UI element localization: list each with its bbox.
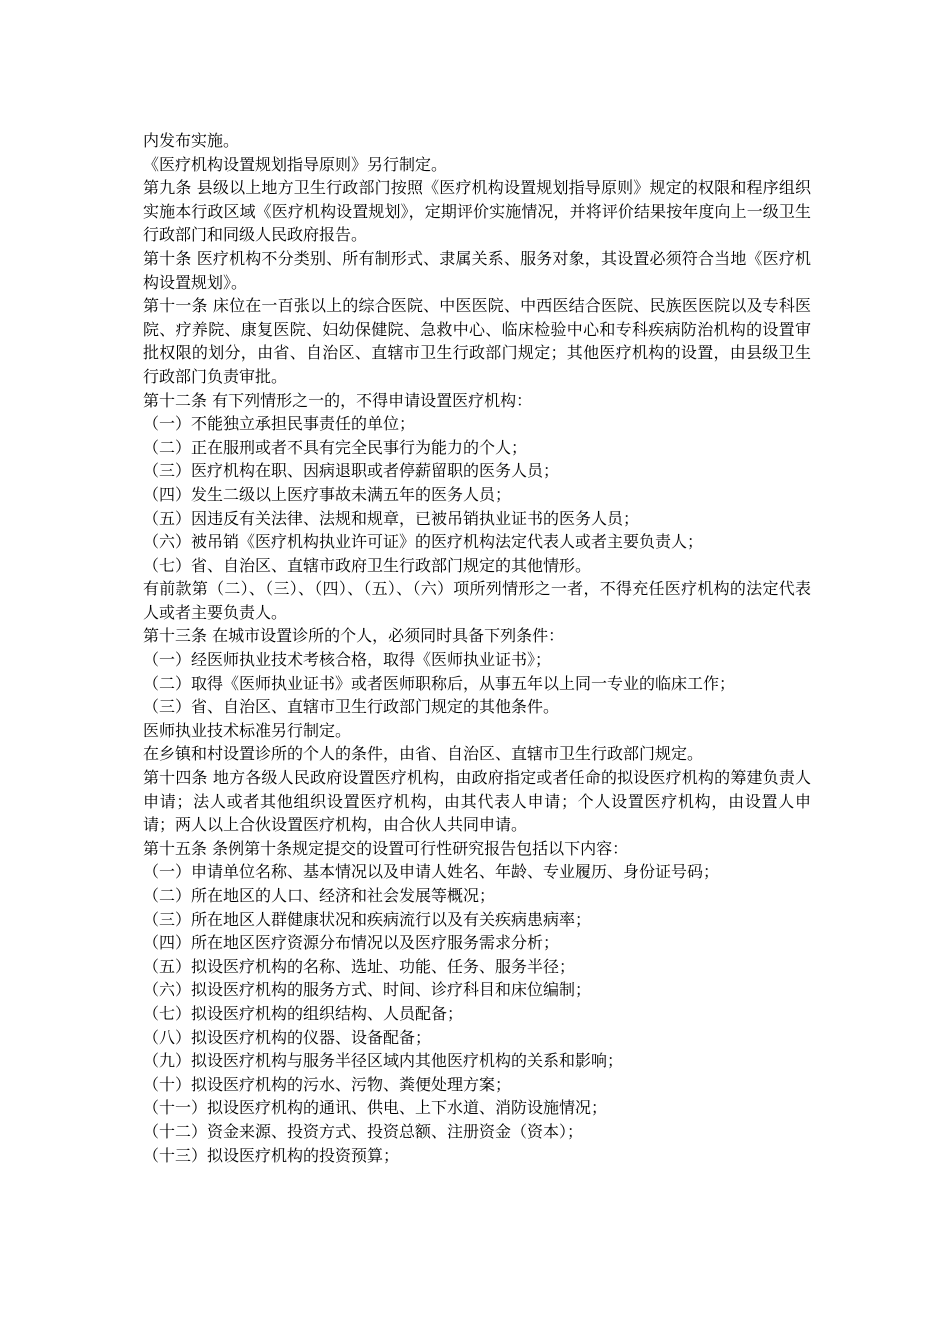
article-10: 第十条 医疗机构不分类别、所有制形式、隶属关系、服务对象，其设置必须符合当地《医疗机构设置规划》。 [143, 248, 811, 292]
list-item: （十二）资金来源、投资方式、投资总额、注册资金（资本）； [143, 1121, 584, 1141]
list-item: （六）被吊销《医疗机构执业许可证》的医疗机构法定代表人或者主要负责人； [143, 532, 704, 552]
list-item: （九）拟设医疗机构与服务半径区域内其他医疗机构的关系和影响； [143, 1051, 624, 1071]
list-item: （五）因违反有关法律、法规和规章，已被吊销执业证书的医务人员； [143, 508, 640, 528]
list-item: （二）所在地区的人口、经济和社会发展等概况； [143, 886, 496, 905]
list-item: （五）拟设医疗机构的名称、选址、功能、任务、服务半径； [143, 956, 576, 976]
list-item: （三）省、自治区、直辖市卫生行政部门规定的其他条件。 [143, 697, 560, 717]
list-item: （七）拟设医疗机构的组织结构、人员配备； [143, 1003, 464, 1023]
article-14: 第十四条 地方各级人民政府设置医疗机构，由政府指定或者任命的拟设医疗机构的筹建负责人申请；法人或者其他组织设置医疗机构，由其代表人申请；个人设置医疗机构，由设置人申请；两人以上合伙设置医疗机构，由合伙人共同申请。 [143, 768, 811, 835]
paragraph: 内发布实施。 [143, 131, 240, 150]
paragraph: 有前款第（二）、（三）、（四）、（五）、（六）项所列情形之一者，不得充任医疗机构的法定代表人或者主要负责人。 [143, 579, 811, 622]
list-item: （四）发生二级以上医疗事故未满五年的医务人员； [143, 484, 512, 504]
list-item: （十一）拟设医疗机构的通讯、供电、上下水道、消防设施情况； [143, 1098, 608, 1118]
list-item: （十三）拟设医疗机构的投资预算； [143, 1145, 400, 1165]
list-item: （三）医疗机构在职、因病退职或者停薪留职的医务人员； [143, 461, 560, 481]
list-item: （三）所在地区人群健康状况和疾病流行以及有关疾病患病率； [143, 909, 592, 929]
article-9: 第九条 县级以上地方卫生行政部门按照《医疗机构设置规划指导原则》规定的权限和程序组织实施本行政区域《医疗机构设置规划》，定期评价实施情况，并将评价结果按年度向上一级卫生行政部门和同级人民政府报告。 [143, 178, 811, 245]
list-item: （十）拟设医疗机构的污水、污物、粪便处理方案； [143, 1074, 512, 1094]
article-13: 第十三条 在城市设置诊所的个人，必须同时具备下列条件： [143, 626, 565, 646]
list-item: （二）正在服刑或者不具有完全民事行为能力的个人； [143, 437, 528, 457]
paragraph: 《医疗机构设置规划指导原则》另行制定。 [143, 154, 448, 174]
list-item: （四）所在地区医疗资源分布情况以及医疗服务需求分析； [143, 933, 560, 953]
article-12: 第十二条 有下列情形之一的，不得申请设置医疗机构： [143, 390, 533, 410]
list-item: （二）取得《医师执业证书》或者医师职称后，从事五年以上同一专业的临床工作； [143, 673, 736, 693]
paragraph: 在乡镇和村设置诊所的个人的条件，由省、自治区、直辖市卫生行政部门规定。 [143, 744, 704, 764]
list-item: （一）申请单位名称、基本情况以及申请人姓名、年龄、专业履历、身份证号码； [143, 862, 720, 882]
article-11: 第十一条 床位在一百张以上的综合医院、中医医院、中西医结合医院、民族医医院以及专科医院、疗养院、康复医院、妇幼保健院、急救中心、临床检验中心和专科疾病防治机构的设置审批权限的划分，由省、自治区、直辖市卫生行政部门规定；其他医疗机构的设置，由县级卫生行政部门负责审批。 [143, 296, 811, 386]
list-item: （八）拟设医疗机构的仪器、设备配备； [143, 1027, 432, 1047]
paragraph: 医师执业技术标准另行制定。 [143, 720, 352, 740]
list-item: （一）不能独立承担民事责任的单位； [143, 414, 416, 434]
list-item: （一）经医师执业技术考核合格，取得《医师执业证书》； [143, 650, 552, 670]
document-body [143, 129, 811, 1167]
article-15: 第十五条 条例第十条规定提交的设置可行性研究报告包括以下内容： [143, 838, 629, 858]
list-item: （六）拟设医疗机构的服务方式、时间、诊疗科目和床位编制； [143, 980, 592, 1000]
list-item: （七）省、自治区、直辖市政府卫生行政部门规定的其他情形。 [143, 555, 592, 575]
